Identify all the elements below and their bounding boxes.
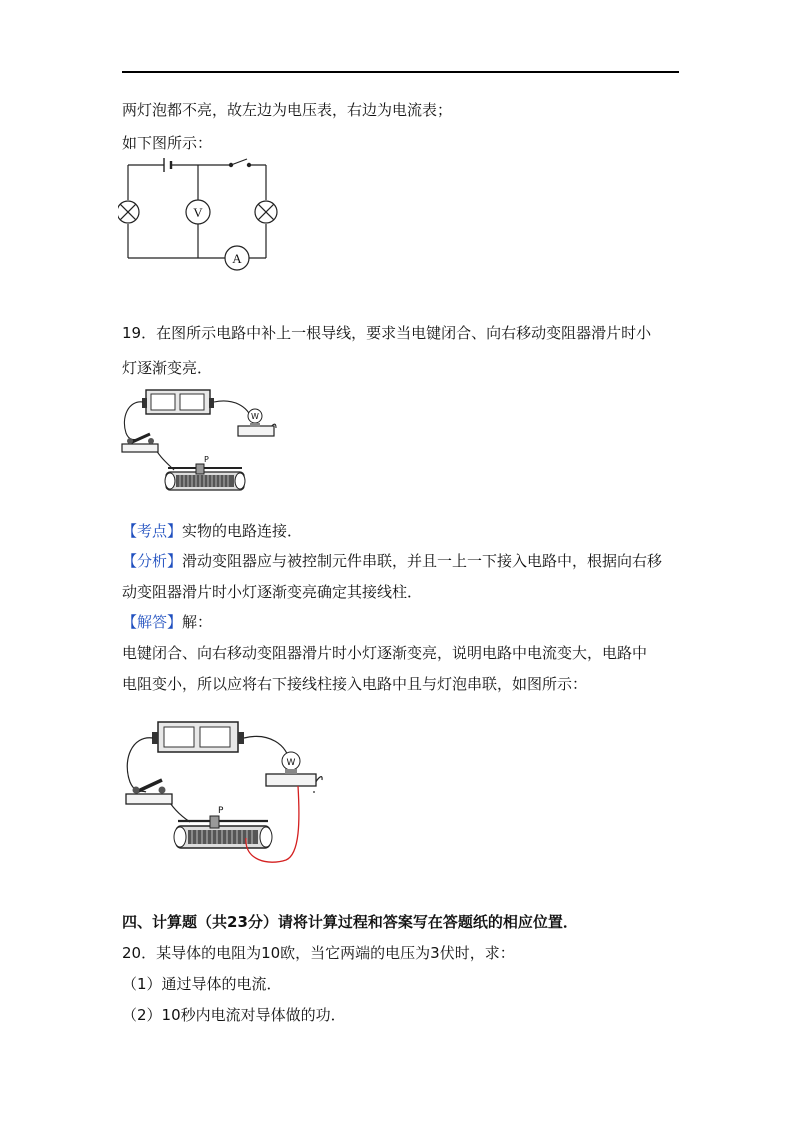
fenxi-continuation: 动变阻器滑片时小灯逐渐变亮确定其接线柱． [122,583,423,601]
jieda-tag: 【解答】 [122,613,183,631]
question-text: 19．在图所示电路中补上一根导线，要求当电键闭合、向右移动变阻器滑片时小 [122,324,652,342]
slider-label: P [218,806,224,816]
jieda-paragraph [122,612,212,632]
battery-box [152,722,244,752]
ammeter-label: A [232,251,242,266]
paragraph-text: 如下图所示： [122,134,213,152]
lamp-holder [238,409,274,436]
answer-text: 电阻变小，所以应将右下接线柱接入电路中且与灯泡串联，如图所示： [122,675,588,693]
physical-circuit-answer [118,710,328,872]
kaodian-text: 实物的电路连接． [182,522,303,540]
rheostat [174,806,272,848]
lamp-symbol-right [255,201,277,223]
sub-question: （1）通过导体的电流． [122,975,282,993]
voltmeter-label: V [193,205,203,220]
question-text: 灯逐渐变亮． [122,359,213,377]
rheostat [165,455,245,490]
sub-question: （2）10秒内电流对导体做的功． [122,1006,346,1024]
lamp-holder [266,752,316,786]
paragraph-text: 两灯泡都不亮，故左边为电压表，右边为电流表； [122,101,453,119]
fenxi-tag: 【分析】 [122,552,183,570]
slider-label: P [204,455,209,464]
jieda-text: 解： [182,613,213,631]
section-heading: 四、计算题（共23分）请将计算过程和答案写在答题纸的相应位置． [122,913,578,931]
answer-text: 电键闭合、向右移动变阻器滑片时小灯逐渐变亮，说明电路中电流变大，电路中 [122,644,648,662]
lamp-label: W [286,758,296,768]
header-rule [122,71,679,73]
lamp-symbol-left [118,201,139,223]
question-text: 20．某导体的电阻为10欧，当它两端的电压为3伏时，求： [122,944,515,962]
kaodian-paragraph [122,521,302,541]
physical-circuit-question [118,378,280,500]
added-wire-red [246,786,299,862]
fenxi-paragraph [122,551,662,571]
fenxi-text: 滑动变阻器应与被控制元件串联，并且一上一下接入电路中，根据向右移 [182,552,663,570]
switch [126,780,172,804]
battery-box [142,390,214,414]
lamp-label: W [251,412,259,421]
circuit-diagram-schematic [118,155,278,273]
kaodian-tag: 【考点】 [122,522,183,540]
